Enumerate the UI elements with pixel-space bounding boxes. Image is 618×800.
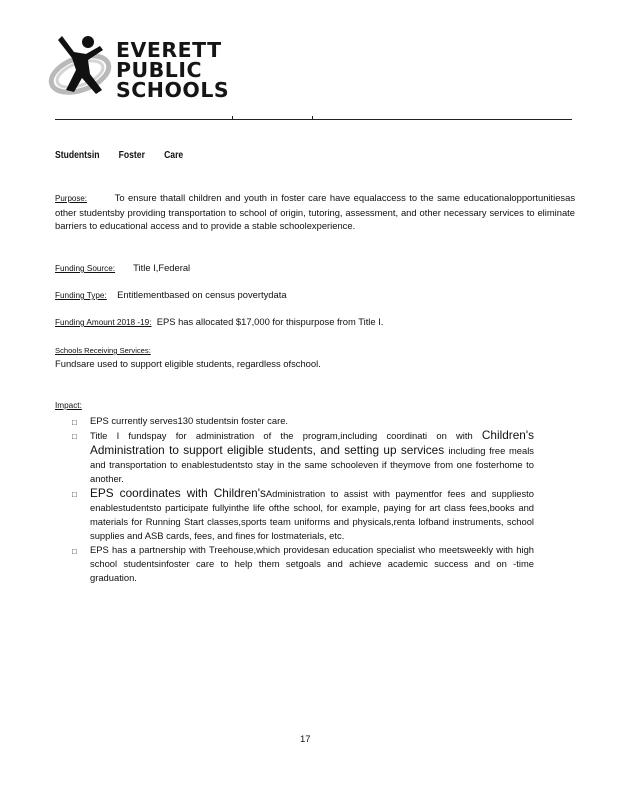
purpose-label: Purpose: xyxy=(55,194,88,203)
header-rule-tick xyxy=(312,116,313,120)
bullet-box-icon: □ xyxy=(72,432,77,441)
bullet-box-icon: □ xyxy=(72,547,77,556)
funding-amount-value: EPS has allocated $17,000 for thispurpose from Title I. xyxy=(156,316,384,327)
funding-source-label: Funding Source: xyxy=(55,264,116,273)
impact-item-text-large: Children's Administration to support eligible students, and setting up services xyxy=(90,428,534,457)
impact-item-text: EPS currently serves130 studentsin foster care. xyxy=(90,415,289,426)
list-item xyxy=(72,486,534,543)
page-number: 17 xyxy=(300,734,311,745)
header-rule xyxy=(55,119,572,120)
logo-line-schools: SCHOOLS xyxy=(116,78,230,102)
impact-item-text: including free meals and transportation to enablestudentsto stay in the same schooleven if theymove from one fosterhome to another. xyxy=(90,445,534,484)
impact-item-text: Title I fundspay for administration of the program,including coordinati on with xyxy=(90,430,482,441)
runner-swoosh-icon xyxy=(48,30,118,108)
everett-public-schools-logo xyxy=(48,30,248,108)
impact-item-text: EPS has a partnership with Treehouse,which providesan education specialist who meetsweekly with high school studentsinfoster care to help them setgoals and achieve academic success and on -time graduation. xyxy=(90,544,534,583)
impact-item-text-large: EPS coordinates with Children's xyxy=(90,486,266,500)
schools-receiving-value: Fundsare used to support eligible students, regardless ofschool. xyxy=(55,358,321,369)
funding-type-section xyxy=(55,289,287,300)
funding-amount-section xyxy=(55,316,383,327)
bullet-box-icon: □ xyxy=(72,418,77,427)
funding-type-label: Funding Type: xyxy=(55,291,107,300)
list-item xyxy=(72,428,534,486)
funding-source-value: Title I,Federal xyxy=(133,262,191,273)
funding-source-section xyxy=(55,262,190,273)
logo-line-public: PUBLIC xyxy=(116,58,203,82)
impact-list xyxy=(72,414,534,585)
funding-amount-label: Funding Amount 2018 -19: xyxy=(55,318,152,327)
funding-type-value: Entitlementbased on census povertydata xyxy=(117,289,287,300)
list-item xyxy=(72,543,534,585)
page-title: Studentsin Foster Care xyxy=(55,149,184,161)
list-item xyxy=(72,414,534,428)
purpose-text: To ensure thatall children and youth in foster care have equalaccess to the same educationalopportunitiesas other studentsby providing transportation to school of origin, tutoring, assessment, and other necessary services to eliminate barriers to educational access and to provide a stable schoolexperience. xyxy=(55,192,576,232)
logo-line-everett: EVERETT xyxy=(116,38,222,62)
schools-receiving-section xyxy=(55,344,321,370)
impact-item-text: Administration to assist with paymentfor fees and suppliesto enablestudentsto participate fullyinthe life ofthe school, for example, paying for art class fees,books and materials for Running Start classes,sports team uniforms and physicals,renta lofband instruments, school supplies and ASB cards, fees, and fines for lostmaterials, etc. xyxy=(90,488,534,541)
purpose-section xyxy=(55,191,575,233)
impact-label: Impact: xyxy=(55,401,82,410)
schools-receiving-label: Schools Receiving Services: xyxy=(55,346,151,355)
header-rule-tick xyxy=(232,116,233,120)
bullet-box-icon: □ xyxy=(72,490,77,499)
